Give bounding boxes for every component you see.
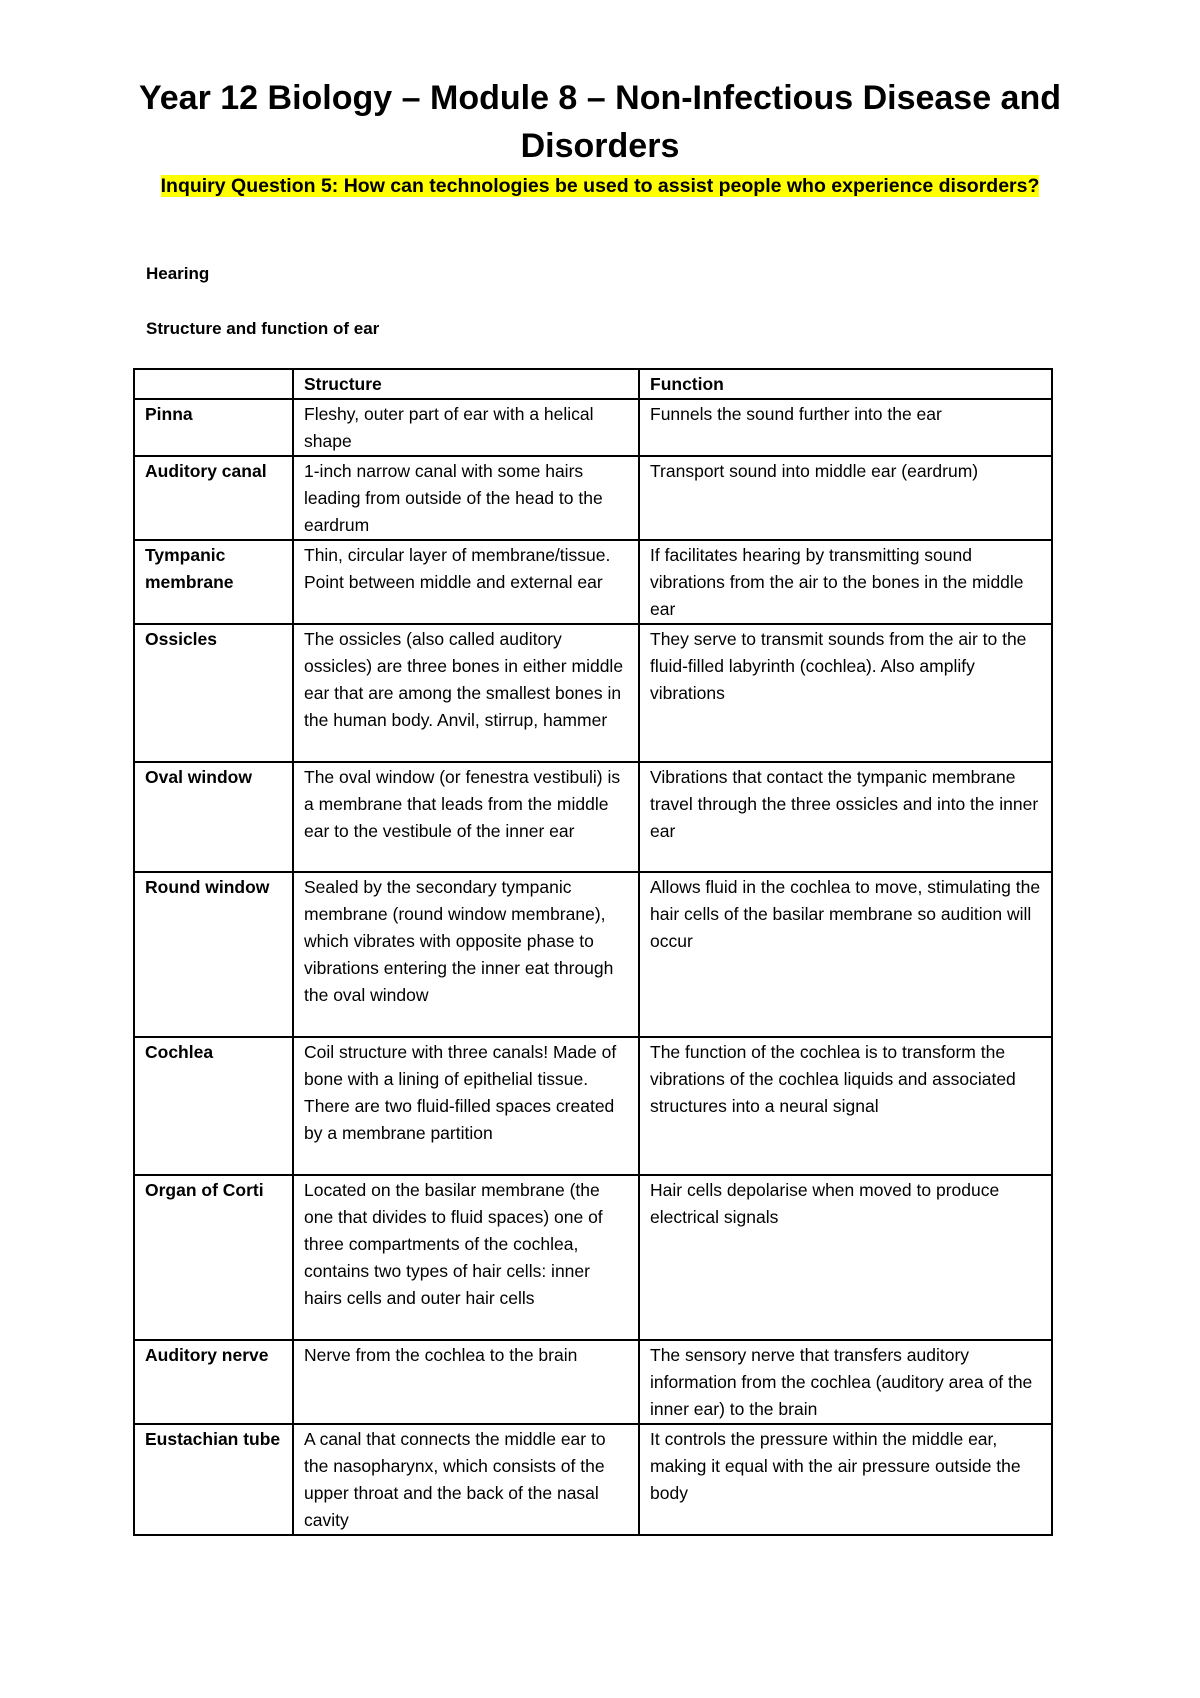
part-cell: Cochlea: [134, 1037, 293, 1175]
table-row: [134, 872, 1052, 1037]
part-cell: Ossicles: [134, 624, 293, 762]
structure-cell: The ossicles (also called auditory ossicles) are three bones in either middle ear that are among the smallest bones in the human body. Anvil, stirrup, hammer: [293, 624, 639, 762]
function-cell: The function of the cochlea is to transform the vibrations of the cochlea liquids and associated structures into a neural signal: [639, 1037, 1052, 1175]
table-row: [134, 540, 1052, 624]
table-row: [134, 1037, 1052, 1175]
inquiry-question: [160, 172, 1040, 200]
structure-cell: Located on the basilar membrane (the one that divides to fluid spaces) one of three compartments of the cochlea, contains two types of hair cells: inner hairs cells and outer hair cells: [293, 1175, 639, 1340]
table-row: [134, 762, 1052, 872]
inquiry-question-highlight: Inquiry Question 5: How can technologies be used to assist people who experience disorders?: [160, 175, 1040, 197]
part-cell: Pinna: [134, 399, 293, 456]
table-row: [134, 456, 1052, 540]
function-cell: Allows fluid in the cochlea to move, stimulating the hair cells of the basilar membrane so audition will occur: [639, 872, 1052, 1037]
part-cell: Organ of Corti: [134, 1175, 293, 1340]
structure-cell: A canal that connects the middle ear to the nasopharynx, which consists of the upper throat and the back of the nasal cavity: [293, 1424, 639, 1535]
table-header-row: [134, 369, 1052, 399]
function-cell: It controls the pressure within the middle ear, making it equal with the air pressure outside the body: [639, 1424, 1052, 1535]
header-structure: Structure: [293, 369, 639, 399]
structure-cell: 1-inch narrow canal with some hairs leading from outside of the head to the eardrum: [293, 456, 639, 540]
table-row: [134, 1424, 1052, 1535]
function-cell: Funnels the sound further into the ear: [639, 399, 1052, 456]
structure-cell: Thin, circular layer of membrane/tissue. Point between middle and external ear: [293, 540, 639, 624]
ear-structure-table: [133, 368, 1053, 1536]
function-cell: They serve to transmit sounds from the air to the fluid-filled labyrinth (cochlea). Also amplify vibrations: [639, 624, 1052, 762]
table-row: [134, 399, 1052, 456]
function-cell: The sensory nerve that transfers auditory information from the cochlea (auditory area of the inner ear) to the brain: [639, 1340, 1052, 1424]
part-cell: Tympanic membrane: [134, 540, 293, 624]
part-cell: Round window: [134, 872, 293, 1037]
function-cell: Transport sound into middle ear (eardrum): [639, 456, 1052, 540]
document-title: Year 12 Biology – Module 8 – Non-Infectious Disease and Disorders: [138, 79, 1062, 165]
part-cell: Auditory canal: [134, 456, 293, 540]
part-cell: Auditory nerve: [134, 1340, 293, 1424]
header-part: [134, 369, 293, 399]
part-cell: Eustachian tube: [134, 1424, 293, 1535]
table-row: [134, 624, 1052, 762]
function-cell: Vibrations that contact the tympanic membrane travel through the three ossicles and into the inner ear: [639, 762, 1052, 872]
function-cell: If facilitates hearing by transmitting sound vibrations from the air to the bones in the middle ear: [639, 540, 1052, 624]
table-row: [134, 1340, 1052, 1424]
structure-cell: Sealed by the secondary tympanic membrane (round window membrane), which vibrates with opposite phase to vibrations entering the inner eat through the oval window: [293, 872, 639, 1037]
structure-cell: Coil structure with three canals! Made of bone with a lining of epithelial tissue. There are two fluid-filled spaces created by a membrane partition: [293, 1037, 639, 1175]
subsection-heading: Structure and function of ear: [146, 319, 380, 338]
structure-cell: Fleshy, outer part of ear with a helical shape: [293, 399, 639, 456]
structure-cell: Nerve from the cochlea to the brain: [293, 1340, 639, 1424]
function-cell: Hair cells depolarise when moved to produce electrical signals: [639, 1175, 1052, 1340]
header-function: Function: [639, 369, 1052, 399]
part-cell: Oval window: [134, 762, 293, 872]
table-row: [134, 1175, 1052, 1340]
section-heading: Hearing: [146, 264, 210, 283]
structure-cell: The oval window (or fenestra vestibuli) is a membrane that leads from the middle ear to the vestibule of the inner ear: [293, 762, 639, 872]
